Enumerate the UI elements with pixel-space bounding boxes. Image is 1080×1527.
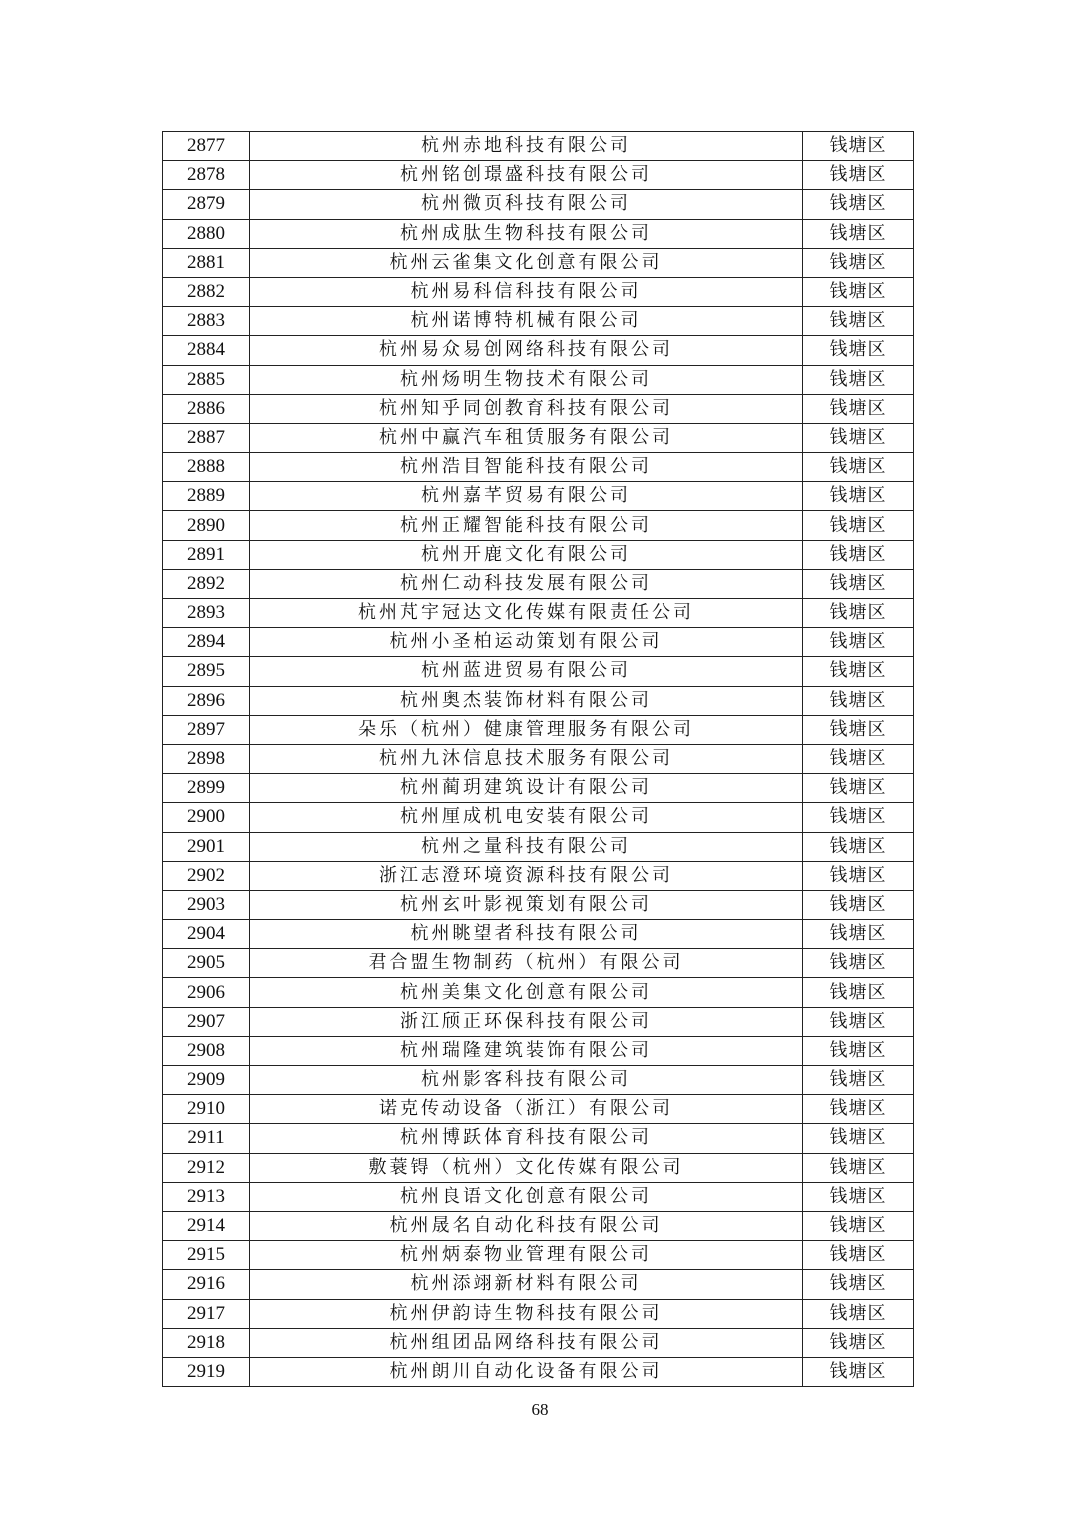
page-number: 68 bbox=[531, 1400, 549, 1419]
company-name-cell: 杭州微页科技有限公司 bbox=[250, 190, 803, 219]
row-number-cell: 2912 bbox=[163, 1153, 250, 1182]
row-number-cell: 2889 bbox=[163, 482, 250, 511]
district-cell: 钱塘区 bbox=[803, 715, 914, 744]
district-cell: 钱塘区 bbox=[803, 132, 914, 161]
district-cell: 钱塘区 bbox=[803, 511, 914, 540]
row-number-cell: 2894 bbox=[163, 628, 250, 657]
row-number-cell: 2877 bbox=[163, 132, 250, 161]
district-cell: 钱塘区 bbox=[803, 277, 914, 306]
company-name-cell: 杭州厘成机电安装有限公司 bbox=[250, 803, 803, 832]
table-row bbox=[163, 307, 914, 336]
district-cell: 钱塘区 bbox=[803, 365, 914, 394]
district-cell: 钱塘区 bbox=[803, 599, 914, 628]
company-name-cell: 杭州浩目智能科技有限公司 bbox=[250, 453, 803, 482]
table-row bbox=[163, 1182, 914, 1211]
row-number-cell: 2891 bbox=[163, 540, 250, 569]
district-cell: 钱塘区 bbox=[803, 190, 914, 219]
district-cell: 钱塘区 bbox=[803, 1328, 914, 1357]
company-name-cell: 杭州蔺玥建筑设计有限公司 bbox=[250, 774, 803, 803]
district-cell: 钱塘区 bbox=[803, 920, 914, 949]
company-name-cell: 杭州成肽生物科技有限公司 bbox=[250, 219, 803, 248]
company-name-cell: 杭州嘉芊贸易有限公司 bbox=[250, 482, 803, 511]
table-row bbox=[163, 336, 914, 365]
table-row bbox=[163, 1066, 914, 1095]
table-row bbox=[163, 774, 914, 803]
company-name-cell: 杭州眺望者科技有限公司 bbox=[250, 920, 803, 949]
table-row bbox=[163, 1241, 914, 1270]
district-cell: 钱塘区 bbox=[803, 1036, 914, 1065]
district-cell: 钱塘区 bbox=[803, 1211, 914, 1240]
company-name-cell: 杭州赤地科技有限公司 bbox=[250, 132, 803, 161]
company-name-cell: 杭州奥杰装饰材料有限公司 bbox=[250, 686, 803, 715]
company-name-cell: 杭州炀明生物技术有限公司 bbox=[250, 365, 803, 394]
district-cell: 钱塘区 bbox=[803, 219, 914, 248]
district-cell: 钱塘区 bbox=[803, 861, 914, 890]
company-name-cell: 杭州添翊新材料有限公司 bbox=[250, 1270, 803, 1299]
company-name-cell: 杭州瑞隆建筑装饰有限公司 bbox=[250, 1036, 803, 1065]
table-row bbox=[163, 803, 914, 832]
company-name-cell: 杭州仁动科技发展有限公司 bbox=[250, 569, 803, 598]
row-number-cell: 2879 bbox=[163, 190, 250, 219]
company-name-cell: 朵乐（杭州）健康管理服务有限公司 bbox=[250, 715, 803, 744]
table-row bbox=[163, 1211, 914, 1240]
company-name-cell: 杭州晟名自动化科技有限公司 bbox=[250, 1211, 803, 1240]
row-number-cell: 2904 bbox=[163, 920, 250, 949]
table-row bbox=[163, 657, 914, 686]
row-number-cell: 2907 bbox=[163, 1007, 250, 1036]
table-body bbox=[163, 132, 914, 1387]
company-name-cell: 杭州易众易创网络科技有限公司 bbox=[250, 336, 803, 365]
district-cell: 钱塘区 bbox=[803, 423, 914, 452]
row-number-cell: 2890 bbox=[163, 511, 250, 540]
row-number-cell: 2913 bbox=[163, 1182, 250, 1211]
row-number-cell: 2900 bbox=[163, 803, 250, 832]
row-number-cell: 2885 bbox=[163, 365, 250, 394]
table-row bbox=[163, 686, 914, 715]
row-number-cell: 2903 bbox=[163, 890, 250, 919]
table-row bbox=[163, 219, 914, 248]
district-cell: 钱塘区 bbox=[803, 803, 914, 832]
table-row bbox=[163, 394, 914, 423]
row-number-cell: 2887 bbox=[163, 423, 250, 452]
row-number-cell: 2899 bbox=[163, 774, 250, 803]
row-number-cell: 2884 bbox=[163, 336, 250, 365]
company-name-cell: 浙江志澄环境资源科技有限公司 bbox=[250, 861, 803, 890]
district-cell: 钱塘区 bbox=[803, 978, 914, 1007]
company-name-cell: 杭州中赢汽车租赁服务有限公司 bbox=[250, 423, 803, 452]
row-number-cell: 2882 bbox=[163, 277, 250, 306]
table-row bbox=[163, 190, 914, 219]
row-number-cell: 2880 bbox=[163, 219, 250, 248]
district-cell: 钱塘区 bbox=[803, 482, 914, 511]
district-cell: 钱塘区 bbox=[803, 1066, 914, 1095]
row-number-cell: 2897 bbox=[163, 715, 250, 744]
company-name-cell: 杭州朗川自动化设备有限公司 bbox=[250, 1357, 803, 1386]
district-cell: 钱塘区 bbox=[803, 1124, 914, 1153]
row-number-cell: 2902 bbox=[163, 861, 250, 890]
company-name-cell: 杭州开鹿文化有限公司 bbox=[250, 540, 803, 569]
district-cell: 钱塘区 bbox=[803, 890, 914, 919]
row-number-cell: 2896 bbox=[163, 686, 250, 715]
table-row bbox=[163, 540, 914, 569]
company-name-cell: 杭州芃宇冠达文化传媒有限责任公司 bbox=[250, 599, 803, 628]
table-row bbox=[163, 1124, 914, 1153]
table-row bbox=[163, 1153, 914, 1182]
district-cell: 钱塘区 bbox=[803, 1095, 914, 1124]
district-cell: 钱塘区 bbox=[803, 774, 914, 803]
table-row bbox=[163, 1007, 914, 1036]
table-row bbox=[163, 1036, 914, 1065]
district-cell: 钱塘区 bbox=[803, 744, 914, 773]
row-number-cell: 2919 bbox=[163, 1357, 250, 1386]
table-row bbox=[163, 832, 914, 861]
company-name-cell: 杭州美集文化创意有限公司 bbox=[250, 978, 803, 1007]
table-row bbox=[163, 715, 914, 744]
company-name-cell: 杭州之量科技有限公司 bbox=[250, 832, 803, 861]
company-name-cell: 杭州云雀集文化创意有限公司 bbox=[250, 248, 803, 277]
row-number-cell: 2905 bbox=[163, 949, 250, 978]
table-row bbox=[163, 978, 914, 1007]
company-name-cell: 杭州良语文化创意有限公司 bbox=[250, 1182, 803, 1211]
table-row bbox=[163, 365, 914, 394]
row-number-cell: 2911 bbox=[163, 1124, 250, 1153]
table-row bbox=[163, 861, 914, 890]
table-row bbox=[163, 628, 914, 657]
row-number-cell: 2881 bbox=[163, 248, 250, 277]
row-number-cell: 2918 bbox=[163, 1328, 250, 1357]
district-cell: 钱塘区 bbox=[803, 657, 914, 686]
company-list-table bbox=[162, 131, 914, 1387]
row-number-cell: 2901 bbox=[163, 832, 250, 861]
district-cell: 钱塘区 bbox=[803, 569, 914, 598]
row-number-cell: 2886 bbox=[163, 394, 250, 423]
company-name-cell: 杭州易科信科技有限公司 bbox=[250, 277, 803, 306]
row-number-cell: 2878 bbox=[163, 161, 250, 190]
table-row bbox=[163, 482, 914, 511]
company-name-cell: 君合盟生物制药（杭州）有限公司 bbox=[250, 949, 803, 978]
row-number-cell: 2888 bbox=[163, 453, 250, 482]
row-number-cell: 2898 bbox=[163, 744, 250, 773]
table-row bbox=[163, 161, 914, 190]
district-cell: 钱塘区 bbox=[803, 686, 914, 715]
row-number-cell: 2917 bbox=[163, 1299, 250, 1328]
district-cell: 钱塘区 bbox=[803, 336, 914, 365]
district-cell: 钱塘区 bbox=[803, 394, 914, 423]
district-cell: 钱塘区 bbox=[803, 628, 914, 657]
company-name-cell: 杭州炳泰物业管理有限公司 bbox=[250, 1241, 803, 1270]
table-row bbox=[163, 511, 914, 540]
company-name-cell: 杭州博跃体育科技有限公司 bbox=[250, 1124, 803, 1153]
company-name-cell: 杭州知乎同创教育科技有限公司 bbox=[250, 394, 803, 423]
company-name-cell: 杭州组团品网络科技有限公司 bbox=[250, 1328, 803, 1357]
district-cell: 钱塘区 bbox=[803, 161, 914, 190]
table-row bbox=[163, 277, 914, 306]
table-row bbox=[163, 569, 914, 598]
company-name-cell: 浙江颀正环保科技有限公司 bbox=[250, 1007, 803, 1036]
district-cell: 钱塘区 bbox=[803, 832, 914, 861]
row-number-cell: 2895 bbox=[163, 657, 250, 686]
table-row bbox=[163, 1357, 914, 1386]
district-cell: 钱塘区 bbox=[803, 1357, 914, 1386]
company-name-cell: 杭州蓝进贸易有限公司 bbox=[250, 657, 803, 686]
company-name-cell: 杭州九沐信息技术服务有限公司 bbox=[250, 744, 803, 773]
company-name-cell: 杭州铭创璟盛科技有限公司 bbox=[250, 161, 803, 190]
row-number-cell: 2893 bbox=[163, 599, 250, 628]
row-number-cell: 2909 bbox=[163, 1066, 250, 1095]
row-number-cell: 2883 bbox=[163, 307, 250, 336]
table-row bbox=[163, 744, 914, 773]
district-cell: 钱塘区 bbox=[803, 949, 914, 978]
row-number-cell: 2916 bbox=[163, 1270, 250, 1299]
district-cell: 钱塘区 bbox=[803, 248, 914, 277]
company-name-cell: 杭州玄叶影视策划有限公司 bbox=[250, 890, 803, 919]
company-name-cell: 杭州正耀智能科技有限公司 bbox=[250, 511, 803, 540]
table-row bbox=[163, 132, 914, 161]
district-cell: 钱塘区 bbox=[803, 453, 914, 482]
district-cell: 钱塘区 bbox=[803, 307, 914, 336]
table-row bbox=[163, 1270, 914, 1299]
district-cell: 钱塘区 bbox=[803, 540, 914, 569]
row-number-cell: 2910 bbox=[163, 1095, 250, 1124]
row-number-cell: 2915 bbox=[163, 1241, 250, 1270]
table-row bbox=[163, 453, 914, 482]
company-name-cell: 杭州影客科技有限公司 bbox=[250, 1066, 803, 1095]
district-cell: 钱塘区 bbox=[803, 1153, 914, 1182]
row-number-cell: 2892 bbox=[163, 569, 250, 598]
table-row bbox=[163, 423, 914, 452]
table-row bbox=[163, 1299, 914, 1328]
district-cell: 钱塘区 bbox=[803, 1241, 914, 1270]
table-row bbox=[163, 890, 914, 919]
company-name-cell: 杭州诺博特机械有限公司 bbox=[250, 307, 803, 336]
company-name-cell: 杭州小圣柏运动策划有限公司 bbox=[250, 628, 803, 657]
table-row bbox=[163, 1095, 914, 1124]
district-cell: 钱塘区 bbox=[803, 1007, 914, 1036]
row-number-cell: 2906 bbox=[163, 978, 250, 1007]
table-row bbox=[163, 949, 914, 978]
table-row bbox=[163, 599, 914, 628]
district-cell: 钱塘区 bbox=[803, 1299, 914, 1328]
table-row bbox=[163, 248, 914, 277]
district-cell: 钱塘区 bbox=[803, 1182, 914, 1211]
row-number-cell: 2908 bbox=[163, 1036, 250, 1065]
district-cell: 钱塘区 bbox=[803, 1270, 914, 1299]
table-row bbox=[163, 1328, 914, 1357]
company-name-cell: 诺克传动设备（浙江）有限公司 bbox=[250, 1095, 803, 1124]
table-row bbox=[163, 920, 914, 949]
row-number-cell: 2914 bbox=[163, 1211, 250, 1240]
company-name-cell: 敷蓑锝（杭州）文化传媒有限公司 bbox=[250, 1153, 803, 1182]
company-name-cell: 杭州伊韵诗生物科技有限公司 bbox=[250, 1299, 803, 1328]
